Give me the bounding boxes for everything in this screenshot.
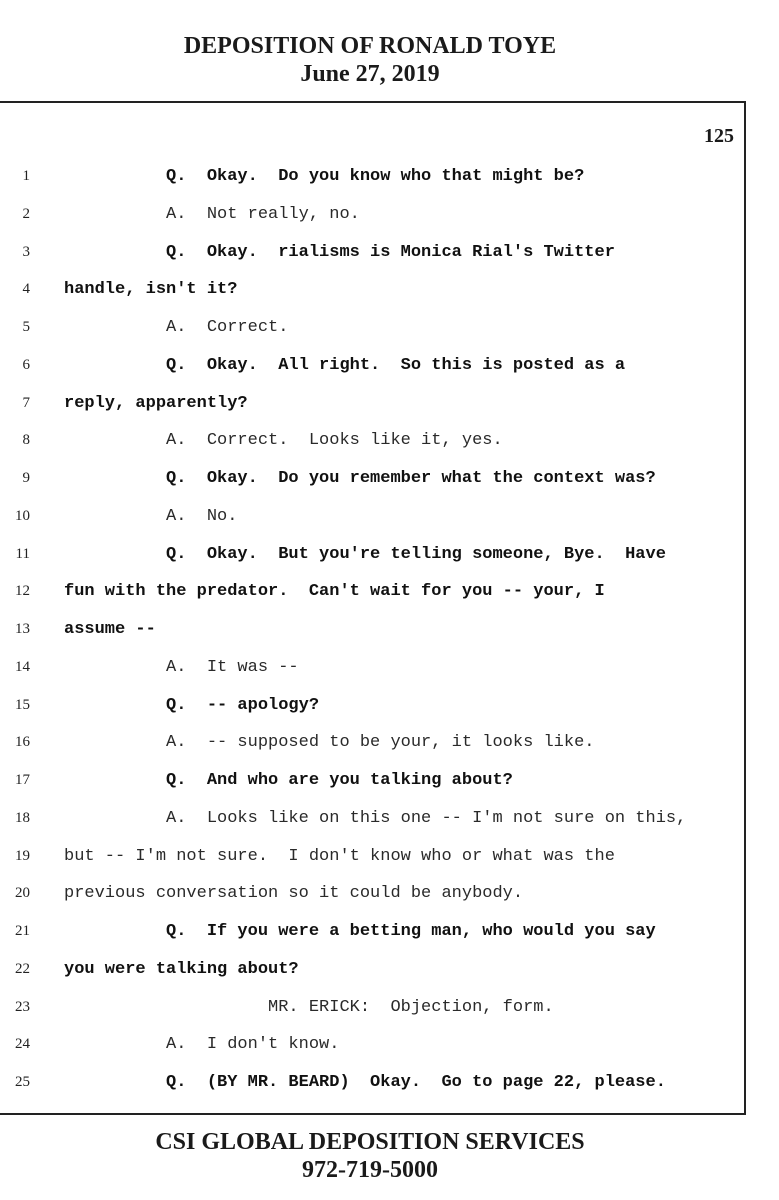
line-number: 10 bbox=[15, 507, 30, 524]
line-text: Q. And who are you talking about? bbox=[64, 771, 513, 790]
company-phone: 972-719-5000 bbox=[302, 1157, 438, 1183]
line-number: 22 bbox=[15, 960, 30, 977]
line-text: A. No. bbox=[64, 506, 238, 526]
line-text: Q. Okay. All right. So this is posted as a bbox=[64, 355, 626, 375]
line-text: A. Correct. Looks like it, yes. bbox=[64, 431, 503, 451]
line-number: 17 bbox=[15, 772, 30, 788]
line-number: 19 bbox=[15, 847, 30, 864]
line-number: 18 bbox=[15, 809, 30, 826]
line-number: 24 bbox=[15, 1036, 30, 1053]
line-number: 4 bbox=[22, 281, 30, 298]
transcript-line bbox=[0, 611, 745, 649]
transcript-line bbox=[0, 460, 745, 498]
transcript-line bbox=[0, 989, 745, 1027]
transcript-line bbox=[0, 385, 745, 423]
transcript-line bbox=[0, 800, 745, 838]
transcript-line bbox=[0, 762, 745, 800]
line-text: Q. -- apology? bbox=[64, 695, 320, 715]
transcript-line bbox=[0, 271, 745, 309]
company-name: CSI GLOBAL DEPOSITION SERVICES bbox=[155, 1129, 585, 1155]
line-text: handle, isn't it? bbox=[64, 280, 238, 300]
line-text: fun with the predator. Can't wait for you -- your, I bbox=[64, 582, 605, 602]
line-text: Q. (BY MR. BEARD) Okay. Go to page 22, please. bbox=[64, 1073, 666, 1092]
line-text: Q. Okay. Do you remember what the context was? bbox=[64, 469, 656, 488]
line-text: previous conversation so it could be anybody. bbox=[64, 884, 524, 904]
line-text: Q. Okay. rialisms is Monica Rial's Twitter bbox=[64, 242, 615, 262]
line-number: 14 bbox=[15, 658, 30, 675]
line-number: 20 bbox=[15, 885, 30, 902]
line-text: but -- I'm not sure. I don't know who or what was the bbox=[64, 846, 615, 866]
page-header bbox=[0, 32, 740, 88]
line-number: 8 bbox=[22, 432, 30, 449]
transcript-line bbox=[0, 196, 745, 234]
transcript-line bbox=[0, 724, 745, 762]
line-text: Q. Okay. But you're telling someone, Bye. Have bbox=[64, 544, 666, 564]
line-text: you were talking about? bbox=[64, 959, 299, 979]
line-text: A. Correct. bbox=[64, 318, 289, 337]
line-text: MR. ERICK: Objection, form. bbox=[64, 997, 554, 1017]
transcript-line bbox=[0, 838, 745, 876]
line-number: 2 bbox=[22, 205, 30, 222]
transcript-line bbox=[0, 347, 745, 385]
transcript-line bbox=[0, 422, 745, 460]
line-text: A. It was -- bbox=[64, 657, 299, 677]
line-number: 6 bbox=[22, 356, 30, 373]
line-text: Q. If you were a betting man, who would you say bbox=[64, 922, 656, 941]
line-number: 23 bbox=[15, 998, 30, 1015]
transcript-line bbox=[0, 158, 745, 196]
transcript-line bbox=[0, 687, 745, 725]
transcript-line bbox=[0, 234, 745, 272]
line-number: 5 bbox=[22, 319, 30, 335]
deposition-date: June 27, 2019 bbox=[300, 61, 440, 87]
transcript-line bbox=[0, 875, 745, 913]
line-number: 15 bbox=[15, 696, 30, 713]
line-number: 25 bbox=[15, 1074, 30, 1090]
transcript-line bbox=[0, 573, 745, 611]
line-number: 7 bbox=[22, 394, 30, 411]
transcript-line bbox=[0, 309, 745, 347]
line-number: 11 bbox=[15, 545, 30, 562]
line-text: A. Not really, no. bbox=[64, 204, 360, 224]
line-number: 1 bbox=[22, 168, 30, 184]
line-number: 21 bbox=[15, 923, 30, 939]
page-footer bbox=[0, 1128, 740, 1184]
transcript-line bbox=[0, 649, 745, 687]
transcript-line bbox=[0, 536, 745, 574]
line-number: 12 bbox=[15, 583, 30, 600]
transcript-line bbox=[0, 913, 745, 951]
page-number: 125 bbox=[704, 125, 734, 147]
line-text: Q. Okay. Do you know who that might be? bbox=[64, 167, 585, 186]
line-text: A. -- supposed to be your, it looks like. bbox=[64, 733, 595, 753]
line-number: 13 bbox=[15, 621, 30, 637]
transcript-line bbox=[0, 951, 745, 989]
line-number: 9 bbox=[22, 470, 30, 486]
transcript-line bbox=[0, 1026, 745, 1064]
transcript-line bbox=[0, 1064, 745, 1102]
transcript-lines bbox=[0, 158, 745, 1102]
line-text: A. Looks like on this one -- I'm not sure on this, bbox=[64, 808, 687, 828]
line-text: reply, apparently? bbox=[64, 393, 248, 413]
deposition-title: DEPOSITION OF RONALD TOYE bbox=[183, 33, 557, 59]
line-number: 16 bbox=[15, 734, 30, 751]
line-text: assume -- bbox=[64, 620, 156, 639]
line-number: 3 bbox=[22, 243, 30, 260]
line-text: A. I don't know. bbox=[64, 1035, 340, 1055]
transcript-line bbox=[0, 498, 745, 536]
